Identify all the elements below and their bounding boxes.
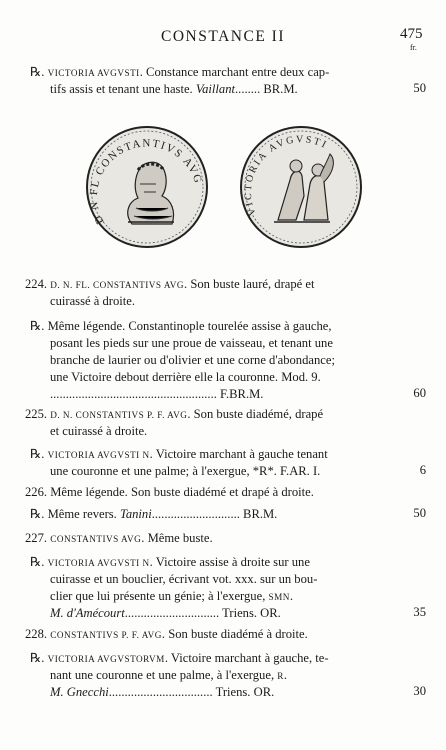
obverse-legend: D N FL CONSTANTIVS AVG (87, 137, 205, 226)
price: 50 (413, 506, 426, 520)
running-title: CONSTANCE II (161, 28, 285, 45)
entry-line: ℞. Même revers. Tanini............................ BR.M. (30, 507, 278, 521)
entry-line: posant les pieds sur une proue de vaisseau, et tenant une (50, 336, 333, 350)
price: 35 (413, 605, 426, 619)
entry-line: branche de laurier ou d'olivier et une corne d'abondance; (50, 353, 335, 367)
entry-line: 227. CONSTANTIVS AVG. Même buste. (25, 531, 213, 545)
entry-line: ℞. VICTORIA AVGVSTI. Constance marchant entre deux cap- (30, 65, 330, 79)
page-number: 475 (400, 26, 423, 42)
entry-line: 226. Même légende. Son buste diadémé et drapé à droite. (25, 485, 314, 499)
entry-line: tifs assis et tenant une haste. Vaillant........ BR.M. (50, 82, 298, 96)
entry-line: cuirassé à droite. (50, 294, 135, 308)
entry-line: clier que lui présente un génie; à l'exergue, SMN. (50, 589, 294, 603)
entry-line: M. Gnecchi................................. Triens. OR. (50, 685, 275, 699)
entry-line: ..................................................... F.BR.M. (50, 387, 264, 401)
reverse-legend: VICTORIA AVGVSTI (242, 134, 330, 218)
price: 30 (413, 684, 426, 698)
entry-line: ℞. VICTORIA AVGVSTI N. Victoire marchant à gauche tenant (30, 447, 328, 461)
entry-line: une Victoire debout derrière elle la couronne. Mod. 9. (50, 370, 321, 384)
entry-line: ℞. VICTORIA AVGVSTORVM. Victoire marchant à gauche, te- (30, 651, 329, 665)
entry-line: et cuirassé à droite. (50, 424, 148, 438)
entry-line: cuirasse et un bouclier, écrivant vot. xxx. sur un bou- (50, 572, 318, 586)
price: 60 (413, 386, 426, 400)
price: 6 (419, 463, 426, 477)
entry-line: une couronne et une palme; à l'exergue, *R*. F.AR. I. (50, 464, 321, 478)
entry-line: nant une couronne et une palme, à l'exergue, R. (50, 668, 288, 682)
currency-unit: fr. (410, 43, 417, 52)
entry-line: 224. D. N. FL. CONSTANTIVS AVG. Son buste lauré, drapé et (25, 277, 315, 291)
entry-line: 225. D. N. CONSTANTIVS P. F. AVG. Son buste diadémé, drapé (25, 407, 324, 421)
price: 50 (413, 81, 426, 95)
entry-line: 228. CONSTANTIVS P. F. AVG. Son buste diadémé à droite. (25, 627, 308, 641)
entry-line: ℞. Même légende. Constantinople tourelée assise à gauche, (30, 319, 332, 333)
entry-line: M. d'Amécourt.............................. Triens. OR. (50, 606, 281, 620)
entry-line: ℞. VICTORIA AVGVSTI N. Victoire assise à droite sur une (30, 555, 310, 569)
